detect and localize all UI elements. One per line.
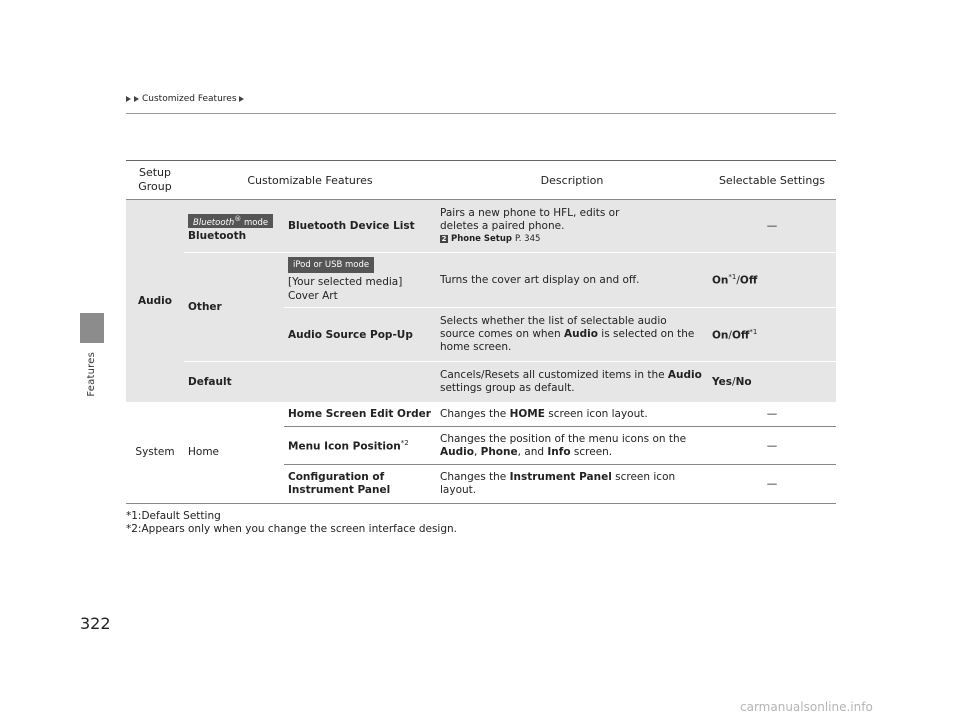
- desc-default: Cancels/Resets all customized items in the Audio settings group as default.: [436, 362, 708, 402]
- phone-setup-link[interactable]: 2 Phone Setup P. 345: [441, 234, 541, 244]
- header-customizable-features: Customizable Features: [184, 161, 436, 200]
- header-divider: [126, 113, 836, 114]
- setting-cover-art: On$^{*1}$/Off: [708, 253, 836, 308]
- footnote-1: *1:Default Setting: [126, 510, 221, 522]
- footnote-2: *2:Appears only when you change the screen interface design.: [126, 523, 458, 535]
- desc-cover-art: Turns the cover art display on and off.: [436, 253, 708, 308]
- table-row: [126, 253, 836, 308]
- group-system: System: [126, 402, 184, 504]
- table-row: [126, 200, 836, 253]
- feature-configuration-instrument-panel: Configuration of Instrument Panel: [284, 465, 436, 504]
- table-row: [126, 402, 836, 427]
- setting-audio-source-popup: On/Off$^{*1}$: [708, 308, 836, 362]
- bluetooth-mode-badge: Bluetooth® mode: [188, 214, 273, 229]
- subgroup-bluetooth: Bluetooth® mode Bluetooth: [184, 200, 284, 253]
- subgroup-other: Other: [184, 253, 284, 362]
- section-tab: [80, 313, 104, 343]
- breadcrumb-label[interactable]: Customized Features: [142, 94, 237, 104]
- table-header-row: [126, 161, 836, 200]
- header-setup-group: Setup Group: [126, 161, 184, 200]
- feature-cover-art: iPod or USB mode [Your selected media] Cover Art: [284, 253, 436, 308]
- header-description: Description: [436, 161, 708, 200]
- feature-menu-icon-position: Menu Icon Position$^{*2}$: [284, 427, 436, 465]
- customized-features-table: [126, 160, 836, 504]
- feature-audio-source-popup: Audio Source Pop-Up: [284, 308, 436, 362]
- desc-configuration-instrument-panel: Changes the Instrument Panel screen icon layout.: [436, 465, 708, 504]
- section-label: Features: [86, 352, 97, 397]
- feature-home-screen-edit-order: Home Screen Edit Order: [284, 402, 436, 427]
- page-number: 322: [80, 614, 111, 633]
- breadcrumb-arrow-icon: [239, 96, 244, 102]
- desc-menu-icon-position: Changes the position of the menu icons on the Audio, Phone, and Info screen.: [436, 427, 708, 465]
- feature-bluetooth-device-list: Bluetooth Device List: [284, 200, 436, 253]
- setting-home-screen-edit-order: —: [708, 402, 836, 427]
- group-audio: Audio: [126, 200, 184, 402]
- desc-audio-source-popup: Selects whether the list of selectable audio source comes on when Audio is selected on the home screen.: [436, 308, 708, 362]
- subgroup-home: Home: [184, 402, 284, 504]
- setting-bluetooth-device-list: —: [708, 200, 836, 253]
- desc-home-screen-edit-order: Changes the HOME screen icon layout.: [436, 402, 708, 427]
- breadcrumb-arrow-icon: [126, 96, 131, 102]
- ipod-usb-mode-badge: iPod or USB mode: [288, 257, 374, 273]
- breadcrumb[interactable]: [126, 94, 245, 104]
- setting-menu-icon-position: —: [708, 427, 836, 465]
- setting-configuration-instrument-panel: —: [708, 465, 836, 504]
- table-row: [126, 362, 836, 402]
- setting-default: Yes/No: [708, 362, 836, 402]
- desc-bluetooth-device-list: Pairs a new phone to HFL, edits or deletes a paired phone. 2 Phone Setup P. 345: [436, 200, 708, 253]
- header-selectable-settings: Selectable Settings: [708, 161, 836, 200]
- watermark: carmanualsonline.info: [740, 700, 873, 714]
- feature-default: Default: [184, 362, 436, 402]
- reference-icon: 2: [441, 234, 447, 243]
- footnotes: [126, 510, 457, 536]
- breadcrumb-arrow-icon: [134, 96, 139, 102]
